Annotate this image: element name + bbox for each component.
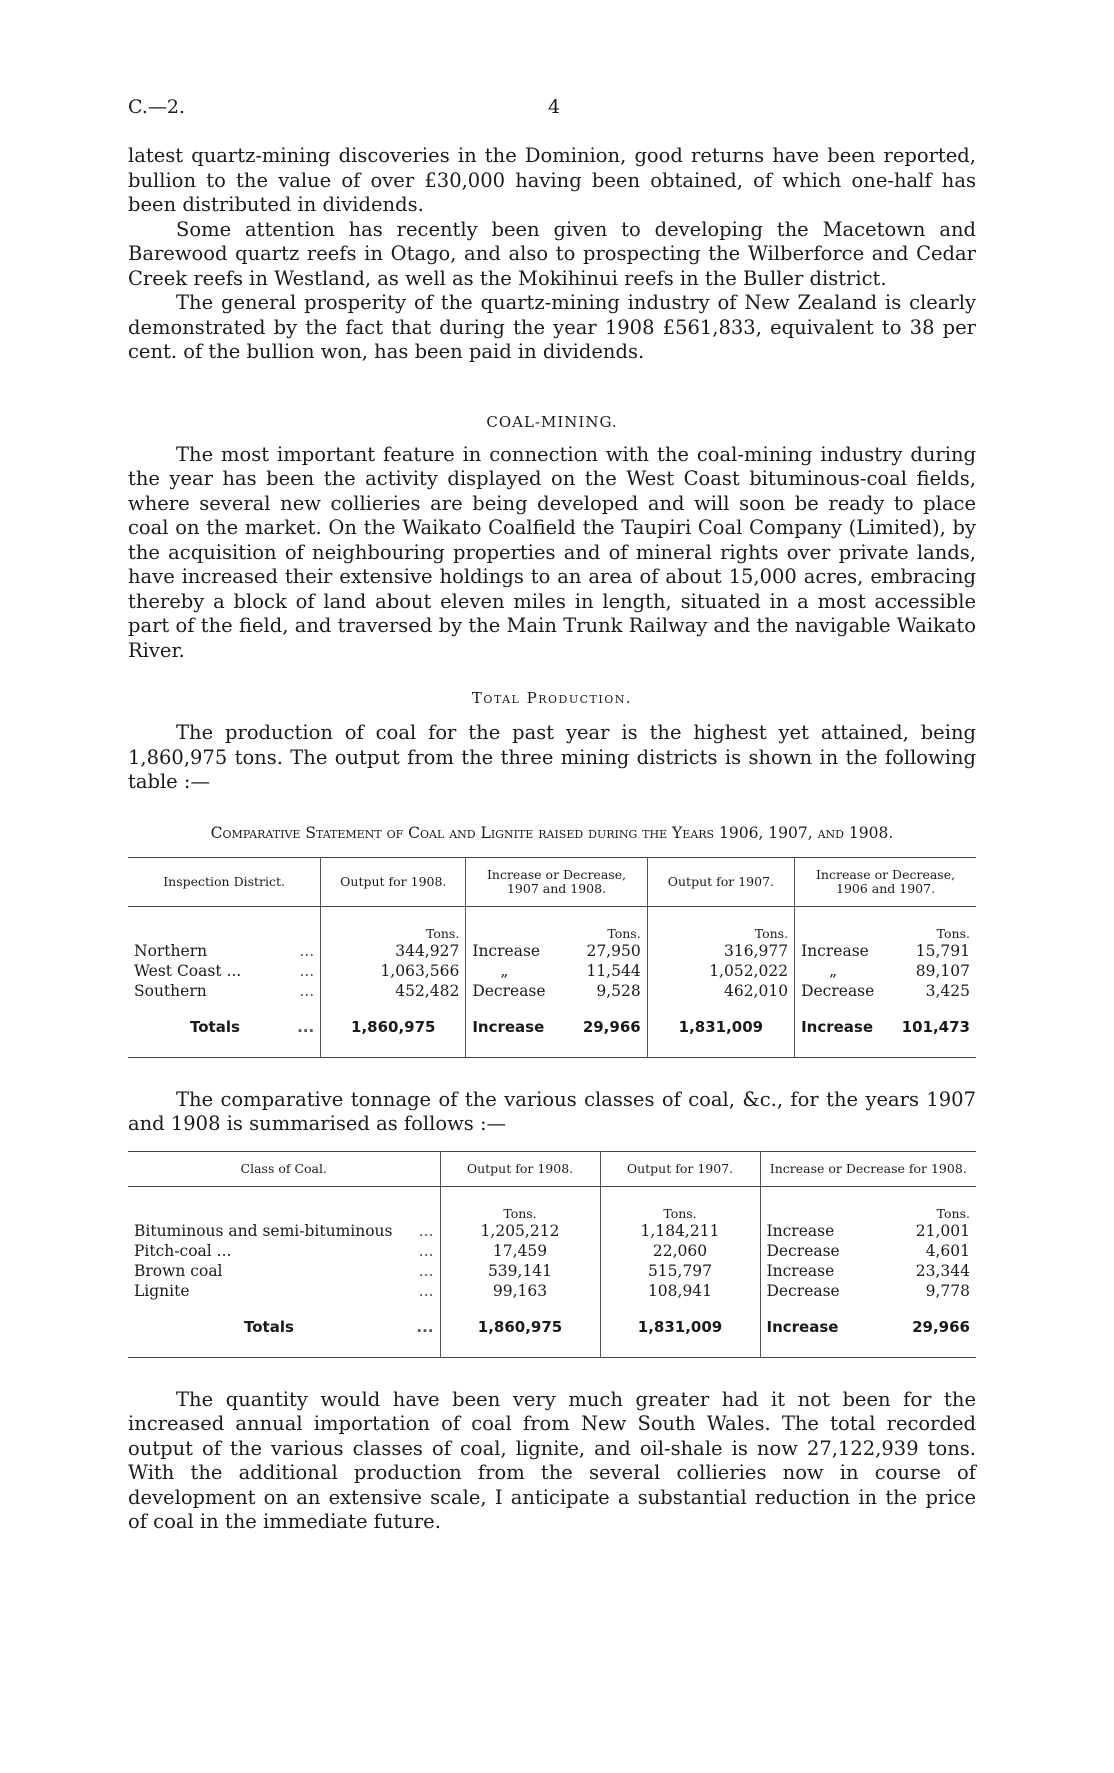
coal-mining-heading: COAL-MINING. xyxy=(486,412,618,431)
change-label: Increase xyxy=(766,1261,835,1280)
change-label: Increase xyxy=(766,1221,835,1240)
paragraph-importation: The quantity would have been very much greater had it not been for the increased annual importation of coal from New South Wales. The total recorded output of the various classes of coal, lignite, and oil-shale is now 27,122,939 tons. With the additional production from the several collieries now in course of development on an extensive scale, I anticipate a substantial reduction in the price of coal in the immediate future. xyxy=(128,1387,976,1533)
change-label: Increase xyxy=(801,941,869,960)
total-production-heading: Total Production. xyxy=(471,689,633,707)
table1-caption: Comparative Statement of Coal and Lignite raised during the Years 1906, 1907, and 1908. xyxy=(210,823,894,842)
page-header xyxy=(128,96,976,144)
column-header: Inspection District. xyxy=(128,857,321,906)
total-output-1907: 1,831,009 xyxy=(647,1001,794,1058)
paragraph-quartz-reefs: Some attention has recently been given to developing the Macetown and Barewood quartz reefs in Otago, and also to prospecting the Wilberforce and Cedar Creek reefs in Westland, as well as the Mokihinui reefs in the Buller district. xyxy=(128,217,976,290)
leader-dots: ... xyxy=(297,1017,315,1036)
change-label: Decrease xyxy=(766,1241,840,1260)
column-header: Increase or Decrease, 1907 and 1908. xyxy=(466,857,647,906)
units-row xyxy=(128,1186,976,1221)
table-row xyxy=(128,1241,976,1261)
change-value: 23,344 xyxy=(915,1261,970,1280)
leader-dots: ... xyxy=(418,1221,434,1240)
change-value: 9,528 xyxy=(596,981,641,1000)
output-1908: 99,163 xyxy=(440,1281,600,1301)
change-label: „ xyxy=(829,961,838,980)
total-output-1908: 1,860,975 xyxy=(440,1301,600,1358)
document-reference: C.—2. xyxy=(128,96,186,118)
total-change-value: 29,966 xyxy=(582,1017,641,1036)
output-1907: 22,060 xyxy=(600,1241,760,1261)
total-change-label: Increase xyxy=(801,1017,874,1036)
leader-dots: ... xyxy=(418,1241,434,1260)
leader-dots: ... xyxy=(418,1261,434,1280)
totals-row xyxy=(128,1001,976,1058)
change-value: 4,601 xyxy=(925,1241,970,1260)
units-label: Tons. xyxy=(760,1186,976,1221)
table-row xyxy=(128,981,976,1001)
change-label: „ xyxy=(500,961,509,980)
output-1908: 344,927 xyxy=(321,941,466,961)
output-1908: 1,205,212 xyxy=(440,1221,600,1241)
output-1908: 17,459 xyxy=(440,1241,600,1261)
document-page xyxy=(128,96,976,1535)
coal-class-table xyxy=(128,1151,976,1358)
leader-dots: ... xyxy=(416,1317,434,1336)
units-label: Tons. xyxy=(647,906,794,941)
output-1908: 1,063,566 xyxy=(321,961,466,981)
totals-label: Totals xyxy=(190,1017,240,1036)
district-name: West Coast ... xyxy=(134,961,242,980)
coal-class: Bituminous and semi-bituminous xyxy=(134,1221,393,1240)
leader-dots: ... xyxy=(299,941,315,960)
coal-class: Lignite xyxy=(134,1281,190,1300)
total-change-value: 29,966 xyxy=(912,1317,970,1336)
table-row xyxy=(128,941,976,961)
output-1908: 452,482 xyxy=(321,981,466,1001)
change-label: Decrease xyxy=(766,1281,840,1300)
change-value: 21,001 xyxy=(915,1221,970,1240)
change-value: 3,425 xyxy=(925,981,970,1000)
total-change-label: Increase xyxy=(766,1317,839,1336)
total-output-1907: 1,831,009 xyxy=(600,1301,760,1358)
district-name: Northern xyxy=(134,941,208,960)
change-label: Decrease xyxy=(801,981,875,1000)
total-output-1908: 1,860,975 xyxy=(321,1001,466,1058)
output-1907: 1,052,022 xyxy=(647,961,794,981)
leader-dots: ... xyxy=(418,1281,434,1300)
column-header: Class of Coal. xyxy=(128,1151,440,1186)
paragraph-quartz-prosperity: The general prosperity of the quartz-mining industry of New Zealand is clearly demonstrated by the fact that during the year 1908 £561,833, equivalent to 38 per cent. of the bullion won, has been paid in dividends. xyxy=(128,291,976,363)
table-header-row xyxy=(128,1151,976,1186)
change-value: 11,544 xyxy=(586,961,641,980)
leader-dots: ... xyxy=(299,981,315,1000)
change-value: 27,950 xyxy=(586,941,641,960)
paragraph-quartz-returns: latest quartz-mining discoveries in the Dominion, good returns have been reported, bullion to the value of over £30,000 having been obtained, of which one-half has been distributed in dividends. xyxy=(128,144,976,216)
table-row xyxy=(128,1221,976,1241)
output-1907: 108,941 xyxy=(600,1281,760,1301)
totals-label: Totals xyxy=(244,1317,294,1336)
units-label: Tons. xyxy=(466,906,647,941)
output-1907: 462,010 xyxy=(647,981,794,1001)
column-header: Output for 1907. xyxy=(600,1151,760,1186)
units-label: Tons. xyxy=(600,1186,760,1221)
coal-class: Pitch-coal ... xyxy=(134,1241,232,1260)
column-header: Output for 1907. xyxy=(647,857,794,906)
table-row xyxy=(128,961,976,981)
output-1907: 1,184,211 xyxy=(600,1221,760,1241)
district-name: Southern xyxy=(134,981,207,1000)
change-label: Increase xyxy=(472,941,541,960)
table-header-row xyxy=(128,857,976,906)
paragraph-production: The production of coal for the past year is the highest yet attained, being 1,860,975 tons. The output from the three mining districts is shown in the following table :— xyxy=(128,721,976,793)
column-header: Output for 1908. xyxy=(440,1151,600,1186)
change-value: 9,778 xyxy=(925,1281,970,1300)
table-row xyxy=(128,1281,976,1301)
units-label: Tons. xyxy=(440,1186,600,1221)
output-1907: 515,797 xyxy=(600,1261,760,1281)
units-label: Tons. xyxy=(321,906,466,941)
leader-dots: ... xyxy=(299,961,315,980)
column-header: Output for 1908. xyxy=(321,857,466,906)
table-row xyxy=(128,1261,976,1281)
units-label: Tons. xyxy=(795,906,976,941)
units-row xyxy=(128,906,976,941)
change-label: Decrease xyxy=(472,981,546,1000)
page-number: 4 xyxy=(548,96,561,118)
output-1908: 539,141 xyxy=(440,1261,600,1281)
paragraph-comparative-tonnage: The comparative tonnage of the various classes of coal, &c., for the years 1907 and 1908 is summarised as follows :— xyxy=(128,1087,976,1135)
district-output-table xyxy=(128,857,976,1058)
column-header: Increase or Decrease, 1906 and 1907. xyxy=(795,857,976,906)
change-value: 15,791 xyxy=(915,941,970,960)
paragraph-coal-feature: The most important feature in connection with the coal-mining industry during the year has been the activity displayed on the West Coast bituminous-coal fields, where several new collieries are being developed and will soon be ready to place coal on the market. On the Waikato Coalfield the Taupiri Coal Company (Limited), by the acquisition of neighbouring properties and of mineral rights over private lands, have increased their extensive holdings to an area of about 15,000 acres, embracing thereby a block of land about eleven miles in length, situated in a most accessible part of the field, and traversed by the Main Trunk Railway and the navigable Waikato River. xyxy=(128,442,976,662)
coal-class: Brown coal xyxy=(134,1261,223,1280)
output-1907: 316,977 xyxy=(647,941,794,961)
column-header: Increase or Decrease for 1908. xyxy=(760,1151,976,1186)
total-change-label: Increase xyxy=(472,1017,545,1036)
total-change-value: 101,473 xyxy=(901,1017,970,1036)
totals-row xyxy=(128,1301,976,1358)
change-value: 89,107 xyxy=(915,961,970,980)
